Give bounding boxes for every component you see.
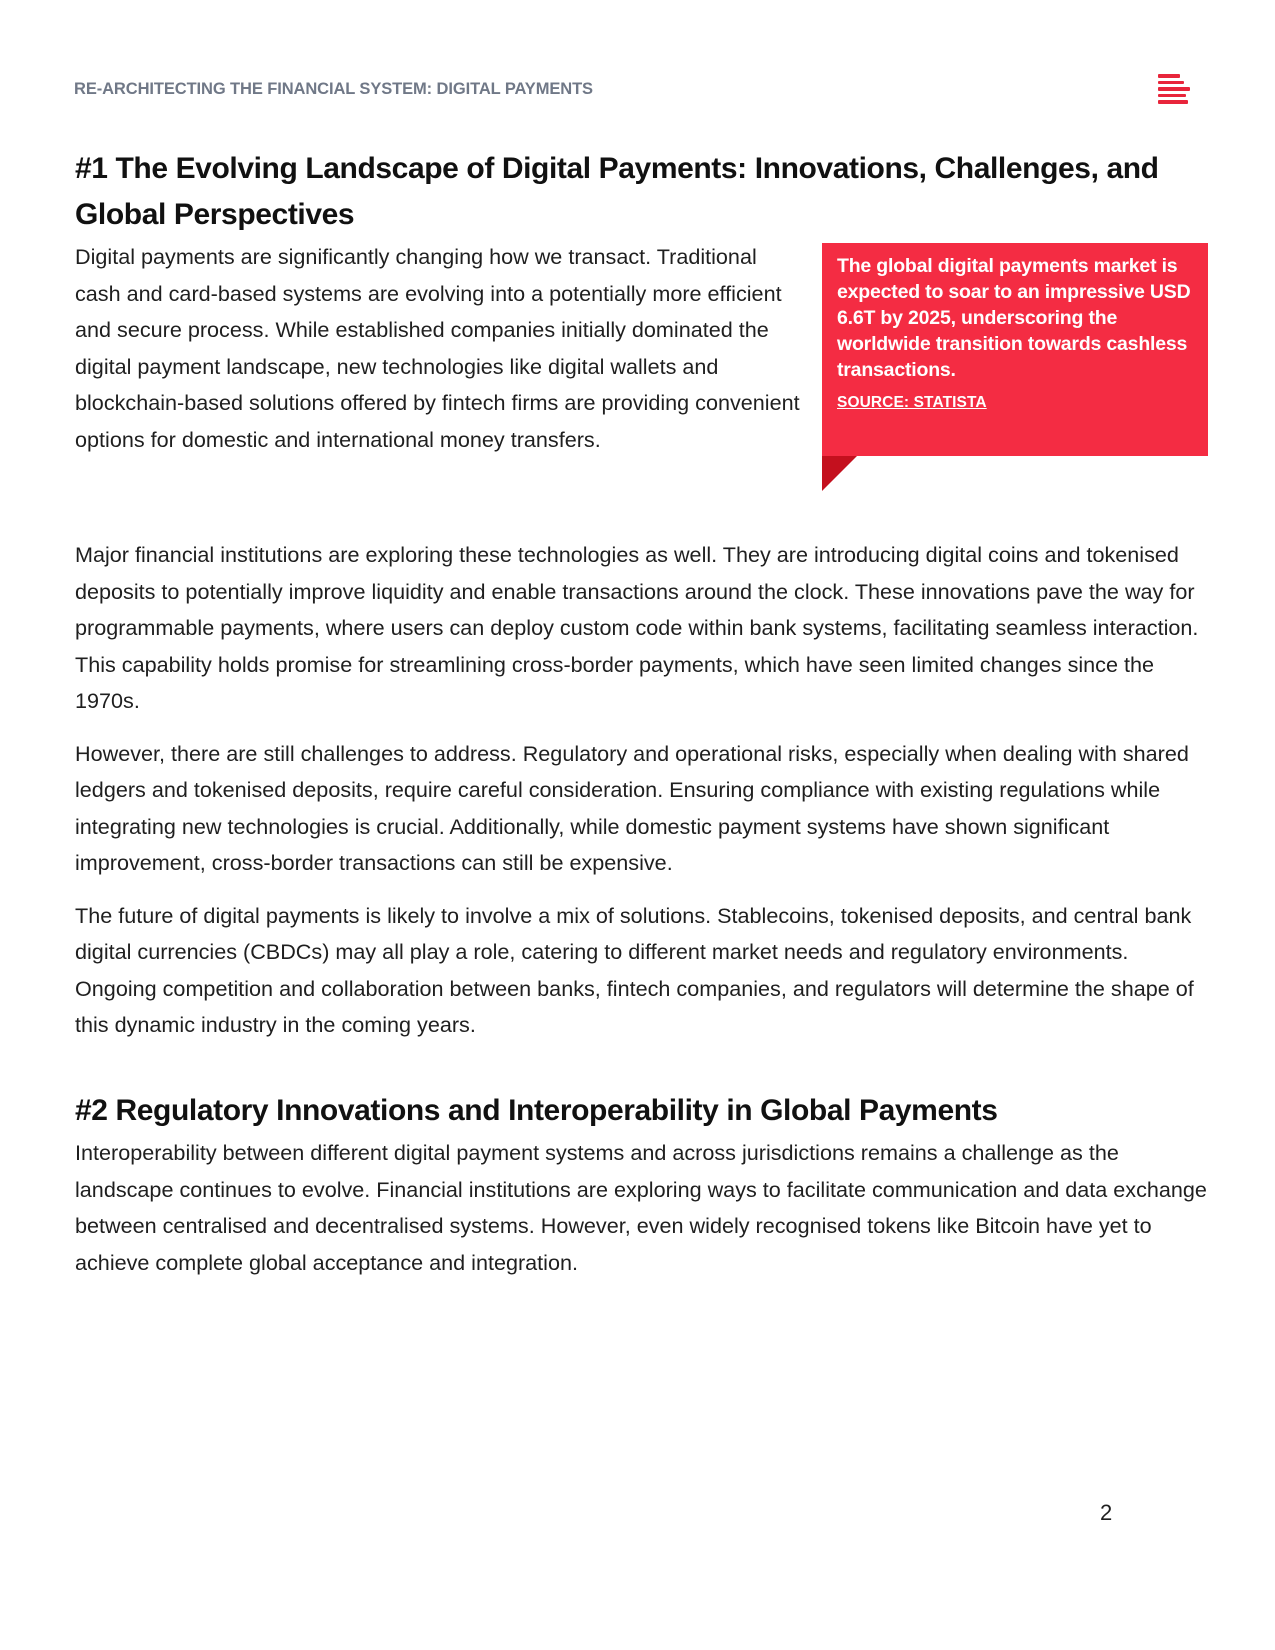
body-paragraph: Major financial institutions are exploring these technologies as well. They are introducing digital coins and tokenised deposits to potentially improve liquidity and enable transactions around the clock. These innovations pave the way for programmable payments, where users can deploy custom code within bank systems, facilitating seamless interaction. This capability holds promise for streamlining cross-border payments, which have seen limited changes since the 1970s.	[75, 542, 1199, 713]
section-2-heading: #2 Regulatory Innovations and Interoperability in Global Payments	[75, 1094, 998, 1127]
callout-tail	[822, 456, 857, 491]
section-1-intro: Digital payments are significantly changing how we transact. Traditional cash and card-based systems are evolving into a potentially more efficient and secure process. While established companies initially dominated the digital payment landscape, new technologies like digital wallets and blockchain-based solutions offered by fintech firms are providing convenient options for domestic and international money transfers.	[75, 244, 800, 452]
section-1-body	[75, 537, 1215, 1044]
body-paragraph: The future of digital payments is likely to involve a mix of solutions. Stablecoins, tokenised deposits, and central bank digital currencies (CBDCs) may all play a role, catering to different market needs and regulatory environments. Ongoing competition and collaboration between banks, fintech companies, and regulators will determine the shape of this dynamic industry in the coming years.	[75, 902, 1194, 1037]
running-header: RE-ARCHITECTING THE FINANCIAL SYSTEM: DIGITAL PAYMENTS	[74, 80, 593, 98]
stat-callout-text: The global digital payments market is expected to soar to an impressive USD 6.6T by 2025, underscoring the worldwide transition towards cashless transactions.	[837, 255, 1191, 381]
source-link[interactable]: SOURCE: STATISTA	[837, 394, 987, 411]
section-2	[75, 1088, 1215, 1281]
section-1-heading: #1 The Evolving Landscape of Digital Payments: Innovations, Challenges, and Global Perspectives	[75, 152, 1159, 231]
body-paragraph: However, there are still challenges to address. Regulatory and operational risks, especially when dealing with shared ledgers and tokenised deposits, require careful consideration. Ensuring compliance with existing regulations while integrating new technologies is crucial. Additionally, while domestic payment systems have shown significant improvement, cross-border transactions can still be expensive.	[75, 740, 1189, 875]
stat-callout	[822, 243, 1208, 456]
page-number: 2	[1100, 1500, 1113, 1525]
section-2-paragraph: Interoperability between different digital payment systems and across jurisdictions remains a challenge as the landscape continues to evolve. Financial institutions are exploring ways to facilitate communication and data exchange between centralised and decentralised systems. However, even widely recognised tokens like Bitcoin have yet to achieve complete global acceptance and integration.	[75, 1140, 1207, 1275]
brand-logo-icon	[1158, 74, 1190, 104]
